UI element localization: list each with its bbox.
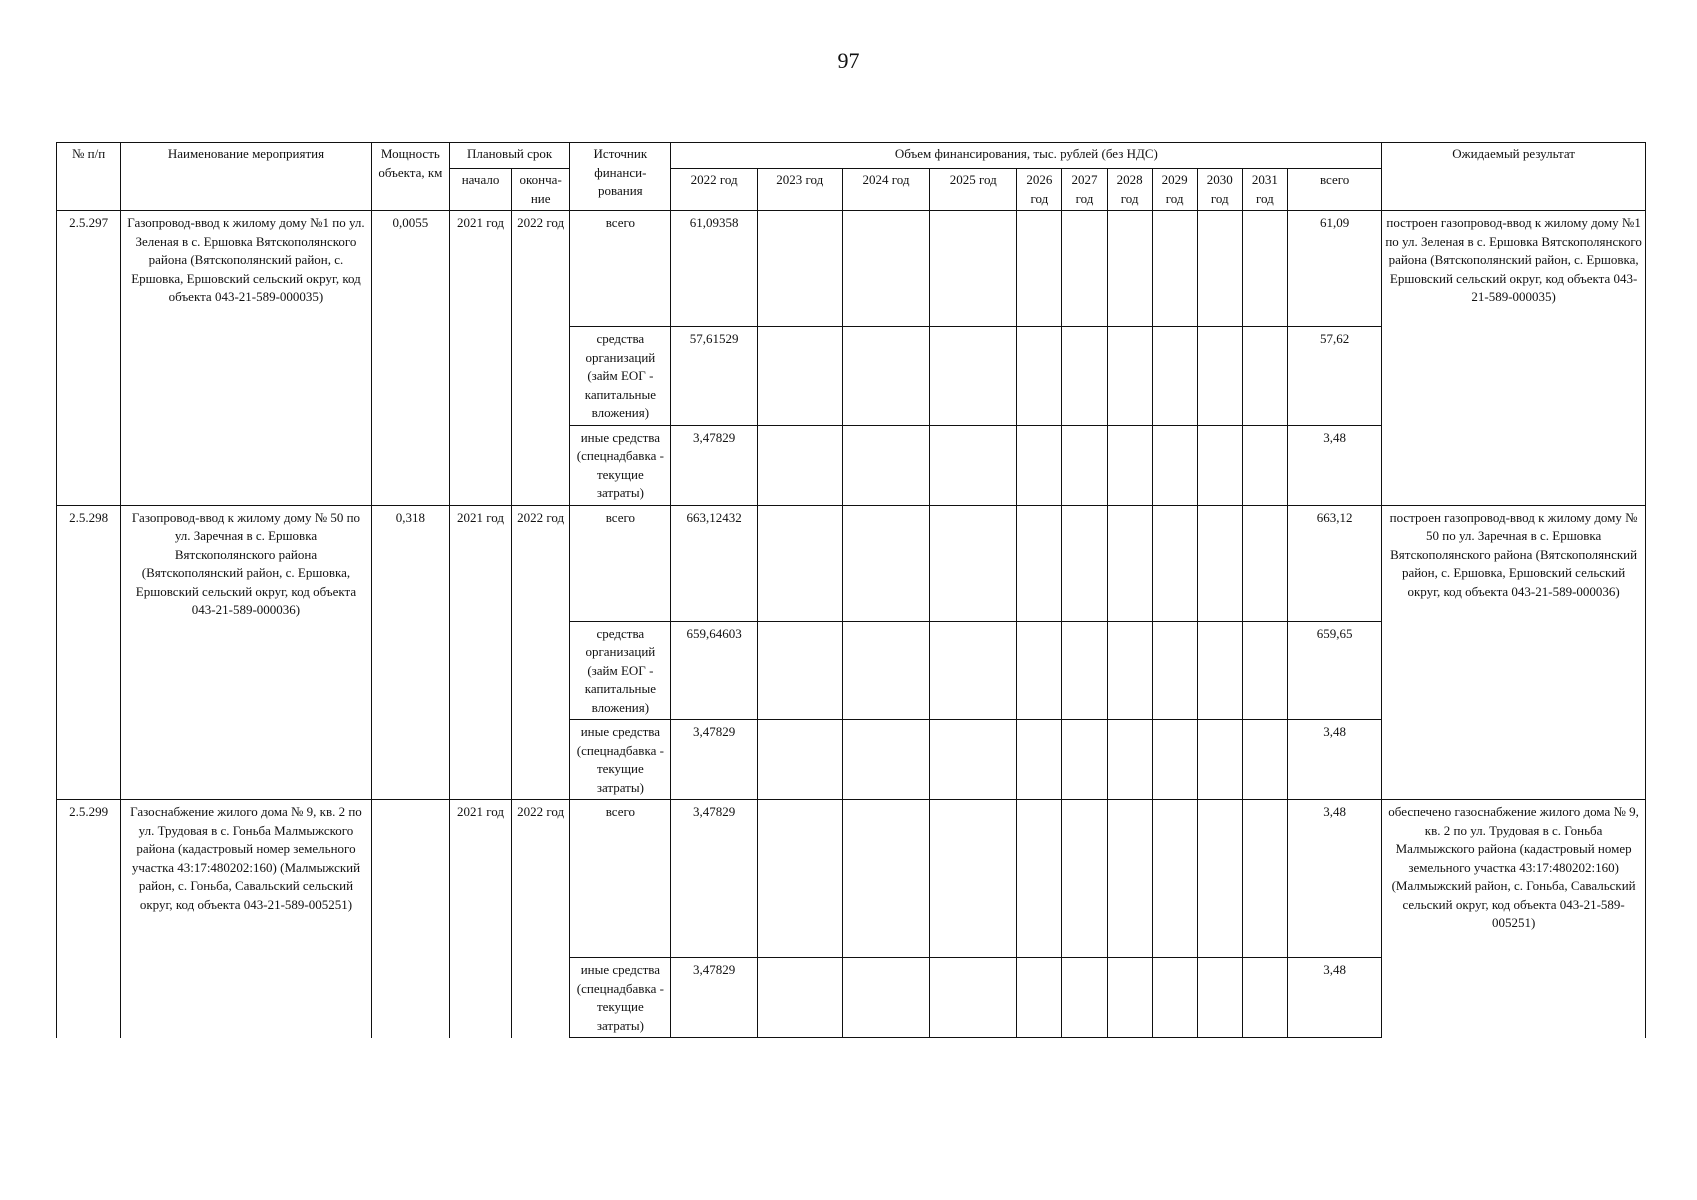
header-result: Ожидаемый результат bbox=[1382, 143, 1646, 211]
row-end: 2022 год bbox=[512, 800, 570, 1038]
row-value-2022: 61,09358 bbox=[671, 211, 757, 327]
row-source: всего bbox=[570, 211, 671, 327]
header-year-2027: 2027 год bbox=[1062, 169, 1107, 211]
row-start: 2021 год bbox=[449, 800, 511, 1038]
row-result: построен газопровод-ввод к жилому дому № 50 по ул. Заречная в с. Ершовка Вятскополянского района (Вятскополянский район, с. Ершовка, Ершовский сельский округ, код объекта 043-21-589-000036) bbox=[1382, 505, 1646, 800]
row-value-total: 3,48 bbox=[1287, 800, 1381, 958]
row-value-2022: 659,64603 bbox=[671, 621, 757, 720]
header-year-2031: 2031 год bbox=[1242, 169, 1287, 211]
row-value-total: 659,65 bbox=[1287, 621, 1381, 720]
financing-table bbox=[56, 142, 1646, 1038]
header-year-2028: 2028 год bbox=[1107, 169, 1152, 211]
row-source: иные средства (спецнадбавка - текущие затраты) bbox=[570, 720, 671, 800]
row-value-total: 3,48 bbox=[1287, 720, 1381, 800]
row-name: Газопровод-ввод к жилому дому № 50 по ул. Заречная в с. Ершовка Вятскополянского района (Вятскополянский район, с. Ершовка, Ершовский сельский округ, код объекта 043-21-589-000036) bbox=[121, 505, 372, 800]
table-row bbox=[57, 800, 1646, 958]
header-source: Источник финанси-рования bbox=[570, 143, 671, 211]
header-year-2030: 2030 год bbox=[1197, 169, 1242, 211]
row-value-2022: 3,47829 bbox=[671, 800, 757, 958]
row-value-total: 3,48 bbox=[1287, 425, 1381, 505]
row-value-total: 3,48 bbox=[1287, 958, 1381, 1038]
row-end: 2022 год bbox=[512, 211, 570, 506]
row-num: 2.5.297 bbox=[57, 211, 121, 506]
table-row bbox=[57, 505, 1646, 621]
header-term: Плановый срок bbox=[449, 143, 569, 169]
row-source: средства организаций (займ ЕОГ - капитальные вложения) bbox=[570, 621, 671, 720]
row-value-total: 663,12 bbox=[1287, 505, 1381, 621]
row-value-2022: 3,47829 bbox=[671, 958, 757, 1038]
row-power: 0,318 bbox=[371, 505, 449, 800]
row-value-2022: 663,12432 bbox=[671, 505, 757, 621]
row-result: обеспечено газоснабжение жилого дома № 9, кв. 2 по ул. Трудовая в с. Гоньба Малмыжского района (кадастровый номер земельного участка 43:17:480202:160) (Малмыжский район, с. Гоньба, Савальский сельский округ, код объекта 043-21-589-005251) bbox=[1382, 800, 1646, 1038]
header-year-2026: 2026 год bbox=[1017, 169, 1062, 211]
header-year-2022: 2022 год bbox=[671, 169, 757, 211]
header-total: всего bbox=[1287, 169, 1381, 211]
row-start: 2021 год bbox=[449, 211, 511, 506]
table-row bbox=[57, 211, 1646, 327]
row-value-total: 61,09 bbox=[1287, 211, 1381, 327]
row-power bbox=[371, 800, 449, 1038]
header-power: Мощность объекта, км bbox=[371, 143, 449, 211]
row-source: всего bbox=[570, 800, 671, 958]
row-value-2022: 57,61529 bbox=[671, 327, 757, 426]
header-num: № п/п bbox=[57, 143, 121, 211]
header-start: начало bbox=[449, 169, 511, 211]
row-source: всего bbox=[570, 505, 671, 621]
row-result: построен газопровод-ввод к жилому дому №1 по ул. Зеленая в с. Ершовка Вятскополянского района (Вятскополянский район, с. Ершовка, Ершовский сельский округ, код объекта 043-21-589-000035) bbox=[1382, 211, 1646, 506]
row-value-2022: 3,47829 bbox=[671, 425, 757, 505]
header-year-2023: 2023 год bbox=[757, 169, 842, 211]
row-end: 2022 год bbox=[512, 505, 570, 800]
row-start: 2021 год bbox=[449, 505, 511, 800]
header-year-2025: 2025 год bbox=[930, 169, 1017, 211]
row-name: Газоснабжение жилого дома № 9, кв. 2 по ул. Трудовая в с. Гоньба Малмыжского района (кадастровый номер земельного участка 43:17:480202:160) (Малмыжский район, с. Гоньба, Савальский сельский округ, код объекта 043-21-589-005251) bbox=[121, 800, 372, 1038]
page-number: 97 bbox=[837, 48, 860, 73]
header-end: оконча-ние bbox=[512, 169, 570, 211]
row-name: Газопровод-ввод к жилому дому №1 по ул. Зеленая в с. Ершовка Вятскополянского района (Вятскополянский район, с. Ершовка, Ершовский сельский округ, код объекта 043-21-589-000035) bbox=[121, 211, 372, 506]
row-source: иные средства (спецнадбавка - текущие затраты) bbox=[570, 958, 671, 1038]
row-source: средства организаций (займ ЕОГ - капитальные вложения) bbox=[570, 327, 671, 426]
row-num: 2.5.298 bbox=[57, 505, 121, 800]
header-year-2024: 2024 год bbox=[842, 169, 929, 211]
header-year-2029: 2029 год bbox=[1152, 169, 1197, 211]
header-volume: Объем финансирования, тыс. рублей (без НДС) bbox=[671, 143, 1382, 169]
row-value-total: 57,62 bbox=[1287, 327, 1381, 426]
row-source: иные средства (спецнадбавка - текущие затраты) bbox=[570, 425, 671, 505]
row-value-2022: 3,47829 bbox=[671, 720, 757, 800]
row-num: 2.5.299 bbox=[57, 800, 121, 1038]
row-power: 0,0055 bbox=[371, 211, 449, 506]
header-name: Наименование мероприятия bbox=[121, 143, 372, 211]
